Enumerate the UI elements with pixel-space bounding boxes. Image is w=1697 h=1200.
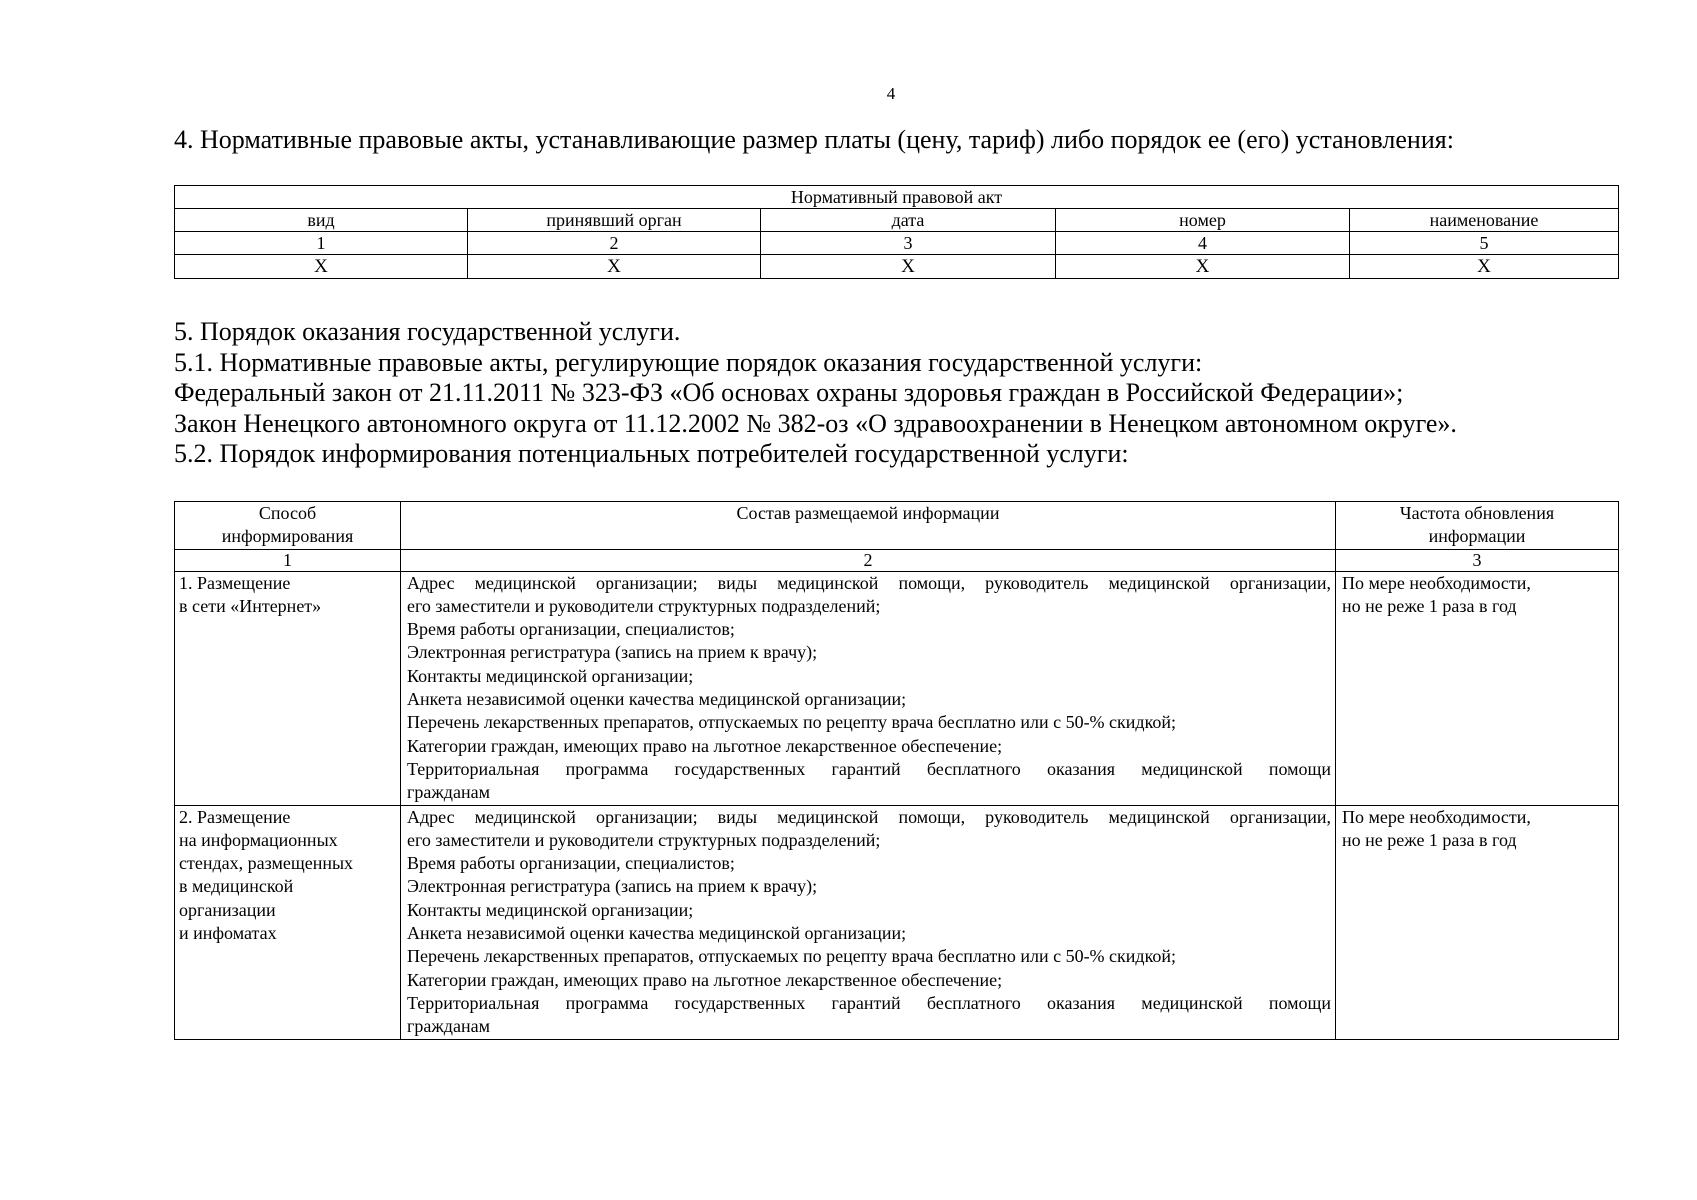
section-5-2-heading: 5.2. Порядок информирования потенциальных потребителей государственной услуги:	[174, 439, 1129, 468]
acts-cell-value: Х	[175, 255, 468, 279]
content-line: Перечень лекарственных препаратов, отпускаемых по рецепту врача бесплатно или с 50-% скидкой;	[407, 712, 1177, 733]
acts-col-number: 5	[1350, 232, 1619, 255]
method-line: в сети «Интернет»	[179, 595, 322, 616]
info-header-method	[175, 502, 401, 550]
section-5-1-heading: 5.1. Нормативные правовые акты, регулирующие порядок оказания государственной услуги:	[174, 347, 1203, 377]
info-col-number: 1	[175, 549, 401, 571]
info-col-number: 3	[1336, 549, 1619, 571]
acts-cell-value: Х	[1350, 255, 1619, 279]
info-method-cell	[175, 571, 401, 805]
content-line: Электронная регистратура (запись на прием к врачу);	[407, 642, 818, 663]
content-line: Перечень лекарственных препаратов, отпускаемых по рецепту врача бесплатно или с 50-% скидкой;	[407, 946, 1177, 967]
frequency-line: но не реже 1 раза в год	[1342, 595, 1517, 616]
acts-cell-value: Х	[1056, 255, 1350, 279]
content-line: его заместители и руководители структурных подразделений;	[407, 595, 881, 616]
content-line: гражданам	[407, 1016, 490, 1037]
method-line: 2. Размещение	[179, 806, 291, 827]
info-frequency-cell	[1336, 805, 1619, 1039]
content-line: Контакты медицинской организации;	[407, 665, 694, 686]
acts-cell-value: Х	[468, 255, 761, 279]
info-header-method-line1: Способ	[258, 503, 317, 523]
info-method-cell	[175, 805, 401, 1039]
content-line: Анкета независимой оценки качества медицинской организации;	[407, 689, 907, 710]
info-header-content	[401, 502, 1336, 550]
frequency-line: По мере необходимости,	[1342, 806, 1531, 827]
acts-table-caption: Нормативный правовой акт	[175, 186, 1619, 209]
content-line: Время работы организации, специалистов;	[407, 619, 735, 640]
content-line: Территориальная программа государственных гарантий бесплатного оказания медицинской помощи	[407, 758, 1331, 779]
frequency-line: По мере необходимости,	[1342, 572, 1531, 593]
section-4-heading: 4. Нормативные правовые акты, устанавливающие размер платы (цену, тариф) либо порядок ее (его) установления:	[174, 125, 1454, 154]
content-line: Контакты медицинской организации;	[407, 899, 694, 920]
content-line: Анкета независимой оценки качества медицинской организации;	[407, 923, 907, 944]
acts-header-date: дата	[761, 209, 1056, 232]
info-col-number: 2	[401, 549, 1336, 571]
info-frequency-cell	[1336, 571, 1619, 805]
content-line: Электронная регистратура (запись на прием к врачу);	[407, 876, 818, 897]
info-content-cell	[401, 805, 1336, 1039]
method-line: на информационных	[179, 829, 338, 850]
content-line: Территориальная программа государственных гарантий бесплатного оказания медицинской помощи	[407, 992, 1331, 1013]
regional-law-line: Закон Ненецкого автономного округа от 11.12.2002 № 382-оз «О здравоохранении в Ненецком автономном округе».	[174, 408, 1457, 438]
table-row	[175, 571, 1619, 805]
acts-header-number: номер	[1056, 209, 1350, 232]
acts-col-number: 2	[468, 232, 761, 255]
info-content-cell	[401, 571, 1336, 805]
section-5-title: 5. Порядок оказания государственной услуги.	[174, 317, 681, 346]
content-line: Категории граждан, имеющих право на льготное лекарственное обеспечение;	[407, 969, 1003, 990]
method-line: 1. Размещение	[179, 572, 291, 593]
page-number: 4	[886, 84, 896, 103]
acts-col-number: 4	[1056, 232, 1350, 255]
content-line: его заместители и руководители структурных подразделений;	[407, 829, 881, 850]
acts-header-type: вид	[175, 209, 468, 232]
table-row	[175, 805, 1619, 1039]
acts-col-number: 1	[175, 232, 468, 255]
acts-header-authority: принявший орган	[468, 209, 761, 232]
federal-law-line: Федеральный закон от 21.11.2011 № 323-ФЗ «Об основах охраны здоровья граждан в Российской Федерации»;	[174, 378, 1404, 407]
info-header-frequency	[1336, 502, 1619, 550]
content-line: Время работы организации, специалистов;	[407, 853, 735, 874]
normative-acts-table	[174, 185, 1619, 279]
info-header-method-line2: информирования	[221, 526, 354, 547]
info-header-frequency-line1: Частота обновления	[1399, 503, 1555, 523]
info-header-content-label: Состав размещаемой информации	[736, 503, 1000, 523]
method-line: в медицинской	[179, 876, 294, 897]
informing-table	[174, 501, 1619, 1040]
frequency-line: но не реже 1 раза в год	[1342, 829, 1517, 850]
content-line: Адрес медицинской организации; виды медицинской помощи, руководитель медицинской организации,	[407, 572, 1331, 593]
acts-cell-value: Х	[761, 255, 1056, 279]
acts-col-number: 3	[761, 232, 1056, 255]
content-line: Адрес медицинской организации; виды медицинской помощи, руководитель медицинской организации,	[407, 806, 1331, 827]
info-header-frequency-line2: информации	[1428, 526, 1526, 547]
method-line: стендах, размещенных	[179, 853, 354, 874]
content-line: гражданам	[407, 782, 490, 803]
method-line: и инфоматах	[179, 923, 277, 944]
method-line: организации	[179, 899, 276, 920]
section-5-text	[174, 317, 1457, 470]
content-line: Категории граждан, имеющих право на льготное лекарственное обеспечение;	[407, 735, 1003, 756]
acts-header-name: наименование	[1350, 209, 1619, 232]
